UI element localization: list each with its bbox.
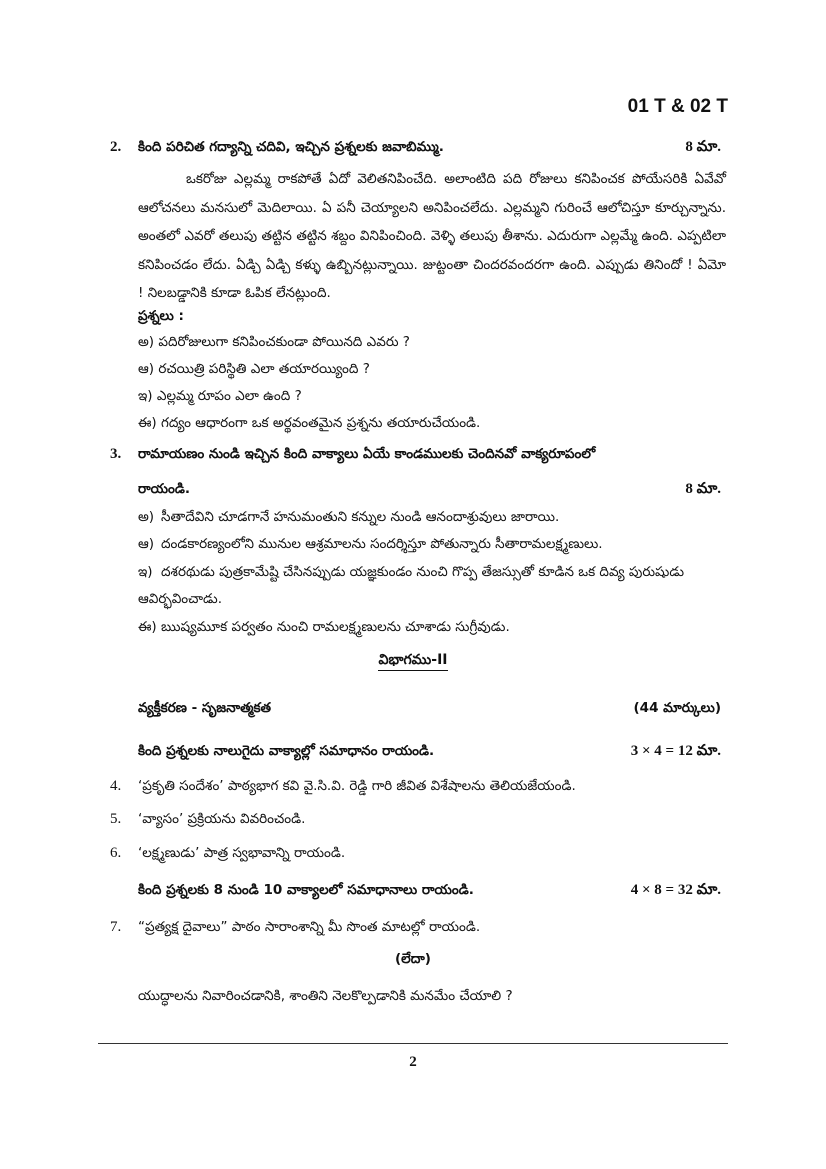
- partB-marks: 4 × 8 = 32 మా.: [630, 882, 721, 898]
- q4-number: 4.: [110, 778, 122, 794]
- q5-text: ‘వ్యాసం’ ప్రక్రియను వివరించండి.: [138, 811, 306, 827]
- q3-item-a-text: సీతాదేవిని చూడగానే హనుమంతుని కన్నుల నుండి ఆనందాశ్రువులు జారాయి.: [161, 509, 560, 525]
- section-title-text: విభాగము-II: [378, 652, 447, 671]
- q3-item-b: [138, 531, 728, 558]
- q2-question-a: అ) పదిరోజులుగా కనిపించకుండా పోయినది ఎవరు ?: [138, 334, 410, 350]
- q6-number: 6.: [110, 845, 122, 861]
- q4-text: ‘ప్రకృతి సందేశం’ పాఠ్యభాగ కవి వై.సి.వి. రెడ్డి గారి జీవిత విశేషాలను తెలియజేయండి.: [138, 778, 576, 794]
- q3-item-d: [138, 614, 728, 641]
- q3-number: 3.: [110, 446, 122, 462]
- partA-instruction: కింది ప్రశ్నలకు నాలుగైదు వాక్యాల్లో సమాధానం రాయండి.: [138, 743, 435, 759]
- or-label: (లేదా): [395, 951, 431, 967]
- q7-alt-text: యుద్ధాలను నివారించడానికి, శాంతిని నెలకొల్పడానికి మనమేం చేయాలి ?: [138, 988, 513, 1004]
- q3-item-c: [138, 559, 728, 613]
- q2-passage: ఒకరోజు ఎల్లమ్మ రాకపోతే ఏదో వెలితనిపించేది. అలాంటిది పది రోజులు కనిపించక పోయేసరికి ఏవేవో ఆలోచనలు మనసులో మెదిలాయి. ఏ పనీ చెయ్యాలని అనిపించలేదు. ఎల్లమ్మని గురించే ఆలోచిస్తూ కూర్చున్నాను. అంతలో ఎవరో తలుపు తట్టిన తట్టిన శబ్దం వినిపించింది. వెళ్ళి తలుపు తీశాను. ఎదురుగా ఎల్లమ్మే ఉంది. ఎప్పటిలా కనిపించడం లేదు. ఏడ్చి ఏడ్చి కళ్ళు ఉబ్బినట్లున్నాయి. జుట్టంతా చిందరవందరగా ఉంది. ఎప్పుడు తినిందో ! ఏమో ! నిలబడ్డానికి కూడా ఓపిక లేనట్లుంది.: [138, 171, 726, 301]
- section-subtitle: వ్యక్తీకరణ - సృజనాత్మకత: [138, 700, 272, 716]
- partA-marks: 3 × 4 = 12 మా.: [630, 743, 721, 759]
- q3-item-b-text: దండకారణ్యంలోని మునుల ఆశ్రమాలను సందర్శిస్తూ పోతున్నారు సీతారామలక్ష్మణులు.: [161, 536, 603, 552]
- q6-text: ‘లక్ష్మణుడు’ పాత్ర స్వభావాన్ని రాయండి.: [138, 845, 346, 861]
- q2-instruction: కింది పరిచిత గద్యాన్ని చదివి, ఇచ్చిన ప్రశ్నలకు జవాబిమ్ము.: [138, 139, 444, 155]
- q2-marks: 8 మా.: [685, 139, 721, 155]
- q3-item-c-label: ఇ): [138, 564, 153, 580]
- section-subtitle-marks: (44 మార్కులు): [633, 700, 721, 716]
- q3-item-c-text: దశరథుడు పుత్రకామేష్టి చేసినప్పుడు యజ్ఞకుండం నుంచి గొప్ప తేజస్సుతో కూడిన ఒక దివ్య పురుషుడు ఆవిర్భవించాడు.: [138, 564, 684, 607]
- footer-divider: [98, 1043, 728, 1044]
- q7-number: 7.: [110, 919, 122, 935]
- q5-number: 5.: [110, 811, 122, 827]
- q3-instruction-line2: రాయండి.: [138, 481, 190, 497]
- q2-question-c: ఇ) ఎల్లమ్మ రూపం ఎలా ఉంది ?: [138, 388, 302, 404]
- paper-code: 01 T & 02 T: [627, 96, 728, 117]
- q3-item-d-label: ఈ): [138, 619, 157, 635]
- q2-question-b: ఆ) రచయిత్రి పరిస్థితి ఎలా తయారయ్యింది ?: [138, 361, 370, 377]
- q3-instruction-line1: రామాయణం నుండి ఇచ్చిన కింది వాక్యాలు ఏయే కాండములకు చెందినవో వాక్యరూపంలో: [138, 446, 596, 462]
- q2-questions-label: ప్రశ్నలు :: [138, 308, 184, 324]
- q7-text: “ప్రత్యక్ష దైవాలు” పాఠం సారాంశాన్ని మీ సొంత మాటల్లో రాయండి.: [138, 919, 481, 935]
- q2-question-d: ఈ) గద్యం ఆధారంగా ఒక అర్థవంతమైన ప్రశ్నను తయారుచేయండి.: [138, 415, 481, 431]
- q3-item-a-label: అ): [138, 509, 155, 525]
- section-title: [0, 652, 826, 671]
- q3-marks: 8 మా.: [685, 481, 721, 497]
- q3-item-a: [138, 504, 728, 531]
- q3-item-b-label: ఆ): [138, 536, 155, 552]
- page-number: 2: [409, 1054, 417, 1070]
- q2-number: 2.: [110, 139, 122, 155]
- partB-instruction: కింది ప్రశ్నలకు 8 నుండి 10 వాక్యాలలో సమాధానాలు రాయండి.: [138, 882, 474, 898]
- q3-item-d-text: ఋష్యమూక పర్వతం నుంచి రామలక్ష్మణులను చూశాడు సుగ్రీవుడు.: [161, 619, 510, 635]
